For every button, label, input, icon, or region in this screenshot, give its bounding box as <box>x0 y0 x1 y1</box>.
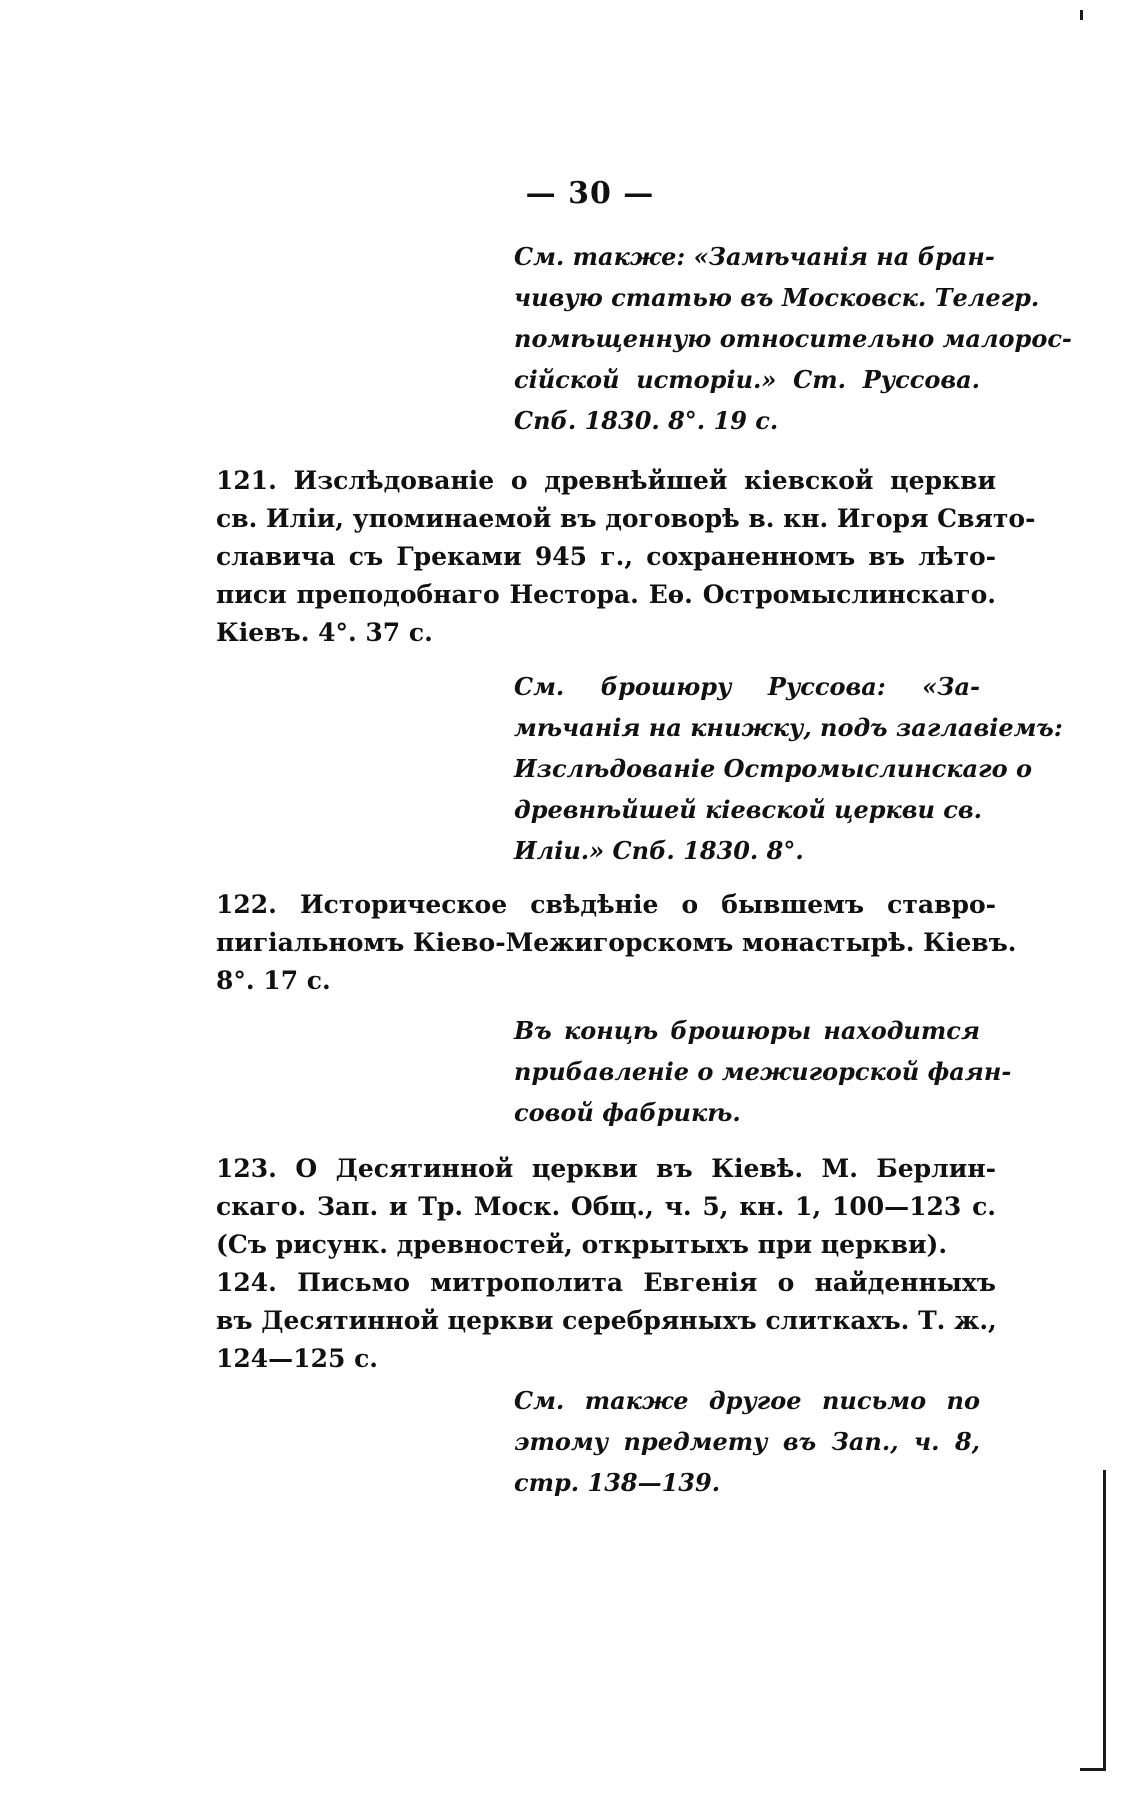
note-line: древнѣйшей кіевской церкви св. <box>514 795 983 824</box>
note-line: совой фабрикѣ. <box>514 1098 741 1127</box>
note-entry-122 <box>514 1010 1012 1133</box>
note-line: мѣчанія на книжку, подъ заглавіемъ: <box>514 713 1063 742</box>
note-line: См. брошюру Руссова: «За- <box>514 672 980 701</box>
scan-edge-bottom <box>1080 1768 1106 1771</box>
entry-line: 123. О Десятинной церкви въ Кіевѣ. М. Берлин- <box>216 1154 996 1183</box>
note-line: См. также: «Замѣчанія на бран- <box>514 242 995 271</box>
entry-line: св. Иліи, упоминаемой въ договорѣ в. кн. Игоря Свято- <box>216 504 1036 533</box>
note-line: Въ концѣ брошюры находится <box>514 1016 980 1045</box>
note-line: Спб. 1830. 8°. 19 с. <box>514 406 779 435</box>
entry-line: скаго. Зап. и Тр. Моск. Общ., ч. 5, кн. 1, 100—123 с. <box>216 1192 996 1221</box>
note-line: помѣщенную относительно малорос- <box>514 324 1072 353</box>
note-line: сійской исторіи.» Ст. Руссова. <box>514 365 980 394</box>
page-number: — 30 — <box>525 176 655 211</box>
note-line: Изслѣдованіе Остромыслинскаго о <box>514 754 1032 783</box>
entry-line: 122. Историческое свѣдѣніе о бывшемъ ставро- <box>216 890 996 919</box>
note-entry-120 <box>514 236 1072 441</box>
entry-line: (Съ рисунк. древностей, открытыхъ при церкви). <box>216 1230 948 1259</box>
note-entry-121 <box>514 666 1063 871</box>
entry-122 <box>216 886 1017 1000</box>
entry-121 <box>216 462 1036 652</box>
entry-line: 121. Изслѣдованіе о древнѣйшей кіевской церкви <box>216 466 996 495</box>
entry-123 <box>216 1150 996 1264</box>
entry-124 <box>216 1264 996 1378</box>
entry-line: въ Десятинной церкви серебряныхъ слиткахъ. Т. ж., <box>216 1306 997 1335</box>
note-line: прибавленіе о межигорской фаян- <box>514 1057 1012 1086</box>
entry-line: 8°. 17 с. <box>216 966 331 995</box>
scan-mark <box>1080 10 1083 20</box>
note-line: См. также другое письмо по <box>514 1386 980 1415</box>
entry-line: Кіевъ. 4°. 37 с. <box>216 618 433 647</box>
scan-edge-right <box>1103 1470 1106 1770</box>
entry-line: 124. Письмо митрополита Евгенія о найденныхъ <box>216 1268 996 1297</box>
note-entry-124 <box>514 1380 980 1503</box>
entry-line: писи преподобнаго Нестора. Еѳ. Остромыслинскаго. <box>216 580 996 609</box>
entry-line: 124—125 с. <box>216 1344 378 1373</box>
note-line: стр. 138—139. <box>514 1468 721 1497</box>
note-line: чивую статью въ Московск. Телегр. <box>514 283 1040 312</box>
entry-line: пигіальномъ Кіево-Межигорскомъ монастырѣ. Кіевъ. <box>216 928 1017 957</box>
entry-line: славича съ Греками 945 г., сохраненномъ въ лѣто- <box>216 542 996 571</box>
note-line: этому предмету въ Зап., ч. 8, <box>514 1427 980 1456</box>
note-line: Иліи.» Спб. 1830. 8°. <box>514 836 804 865</box>
